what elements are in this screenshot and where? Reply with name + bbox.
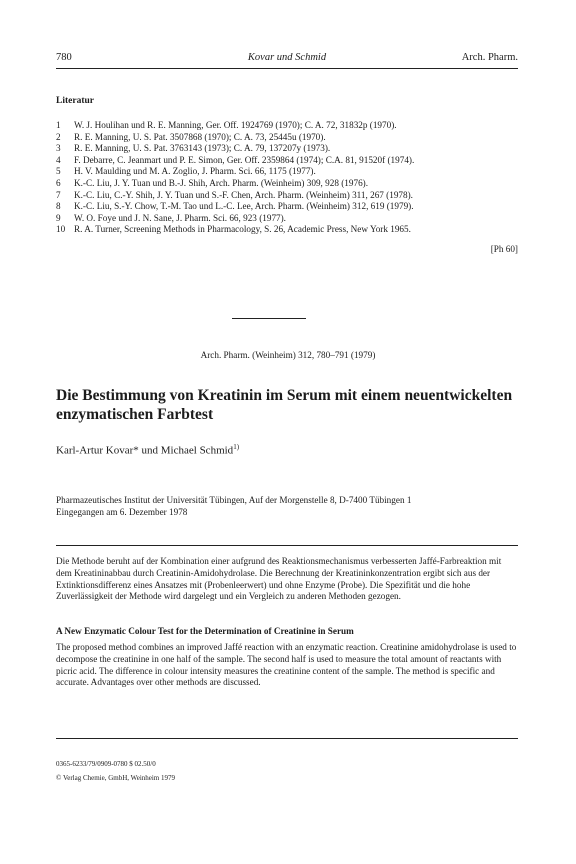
reference-item <box>56 143 518 155</box>
article-title: Die Bestimmung von Kreatinin im Serum mit einem neuentwickelten enzymatischen Farbtest <box>56 387 513 423</box>
english-title: A New Enzymatic Colour Test for the Determination of Creatinine in Serum <box>56 626 354 636</box>
reference-text: W. J. Houlihan und R. E. Manning, Ger. Off. 1924769 (1970); C. A. 72, 31832p (1970). <box>74 120 397 130</box>
article-authors <box>56 443 239 457</box>
reference-number: 8 <box>56 201 61 212</box>
reference-item <box>56 155 518 167</box>
reference-number: 6 <box>56 177 61 188</box>
reference-number: 4 <box>56 154 61 165</box>
reference-number: 9 <box>56 212 61 223</box>
reference-item <box>56 190 518 202</box>
reference-text: W. O. Foye und J. N. Sane, J. Pharm. Sci. 66, 923 (1977). <box>74 212 286 223</box>
article-citation: Arch. Pharm. (Weinheim) 312, 780–791 (1979) <box>200 350 376 360</box>
reference-item <box>56 166 518 178</box>
reference-number: 5 <box>56 166 61 177</box>
reference-text: K.-C. Liu, J. Y. Tuan und B.-J. Shih, Arch. Pharm. (Weinheim) 309, 928 (1976). <box>74 177 369 188</box>
page-number: 780 <box>56 52 72 63</box>
reference-text: H. V. Maulding und M. A. Zoglio, J. Pharm. Sci. 66, 1175 (1977). <box>74 166 316 177</box>
reference-text: R. A. Turner, Screening Methods in Pharmacology, S. 26, Academic Press, New York 1965. <box>74 224 411 235</box>
reference-text: K.-C. Liu, S.-Y. Chow, T.-M. Tao und L.-C. Lee, Arch. Pharm. (Weinheim) 312, 619 (1979). <box>74 201 414 212</box>
reference-item <box>56 201 518 213</box>
manuscript-code: [Ph 60] <box>490 244 518 254</box>
reference-number: 3 <box>56 143 61 154</box>
author-names: Karl-Artur Kovar* und Michael Schmid <box>56 444 234 457</box>
reference-text: K.-C. Liu, C.-Y. Shih, J. Y. Tuan und S.-F. Chen, Arch. Pharm. (Weinheim) 311, 267 (1978). <box>74 189 413 200</box>
reference-text: R. E. Manning, U. S. Pat. 3763143 (1973); C. A. 79, 137207y (1973). <box>74 143 331 154</box>
reference-item <box>56 178 518 190</box>
received-date: Eingegangen am 6. Dezember 1978 <box>56 507 188 517</box>
literature-heading: Literatur <box>56 96 94 106</box>
author-footnote-mark: 1) <box>233 443 240 451</box>
reference-list <box>56 120 518 236</box>
abstract-top-rule <box>56 545 518 546</box>
abstract-bottom-rule <box>56 738 518 739</box>
abstract-german: Die Methode beruht auf der Kombination einer aufgrund des Reaktionsmechanismus verbesserten Jaffé-Farbreaktion mit dem Kreatininabbau durch Creatinin-Amidohydrolase. Die Berechnung der Kreatininkonzentration ergibt sich aus der Extinktionsdifferenz eines Ansatzes mit (Probenleerwert) und ohne Enzyme (Probe). Die Spezifität und die hohe Zuverlässigkeit der Methode wird dargelegt und ein Vergleich zu anderen Methoden gezogen. <box>56 556 502 602</box>
running-authors: Kovar und Schmid <box>247 52 327 63</box>
affiliation-block <box>56 494 526 518</box>
reference-number: 10 <box>56 224 66 235</box>
reference-text: F. Debarre, C. Jeanmart und P. E. Simon, Ger. Off. 2359864 (1974); C.A. 81, 91520f (1974). <box>74 154 415 165</box>
running-journal: Arch. Pharm. <box>461 52 518 63</box>
header-rule <box>56 68 518 69</box>
reference-text: R. E. Manning, U. S. Pat. 3507868 (1970); C. A. 73, 25445u (1970). <box>74 131 326 142</box>
reference-item <box>56 213 518 225</box>
reference-number: 7 <box>56 189 61 200</box>
abstract-english: The proposed method combines an improved Jaffé reaction with an enzymatic reaction. Creatinine amidohydrolase is used to decompose the creatinine in one half of the sample. The second half is used to measure the total amount of reactants with picric acid. The difference in colour intensity measures the creatinine content of the sample. The method is specific and accurate. Advantages over other methods are discussed. <box>56 642 517 688</box>
running-header <box>56 52 518 66</box>
institute-address: Pharmazeutisches Institut der Universität Tübingen, Auf der Morgenstelle 8, D-7400 Tübingen 1 <box>56 495 412 505</box>
reference-number: 1 <box>56 120 61 130</box>
reference-item <box>56 224 518 236</box>
reference-item <box>56 120 518 132</box>
issn-line: 0365-6233/79/0909-0780 $ 02.50/0 <box>56 760 156 768</box>
section-divider <box>232 318 306 319</box>
reference-item <box>56 132 518 144</box>
reference-number: 2 <box>56 131 61 142</box>
copyright-line: © Verlag Chemie, GmbH, Weinheim 1979 <box>56 774 176 782</box>
